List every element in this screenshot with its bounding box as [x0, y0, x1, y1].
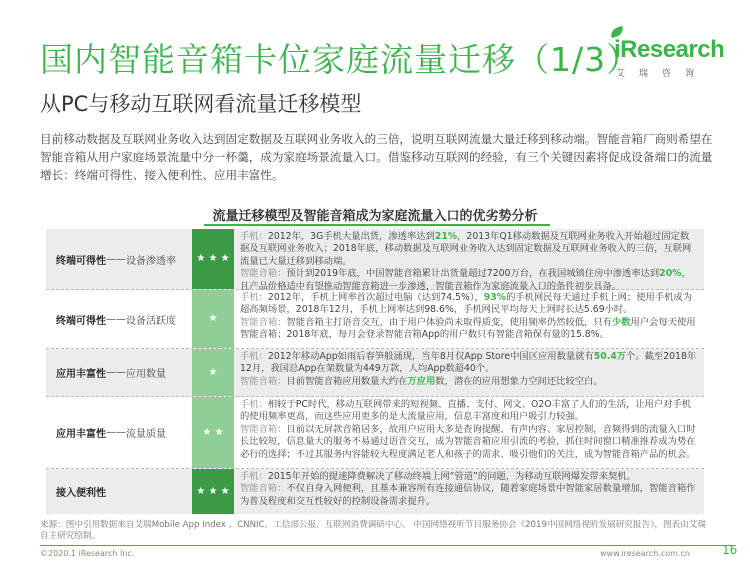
- mobile-highlight: 93%: [483, 292, 507, 303]
- mobile-text-post: 个。截至2018年12月，我国总App在架数量为449万款，人均App数超40个。: [240, 351, 697, 375]
- analysis-table: [46, 229, 704, 514]
- row-detail: [234, 229, 704, 292]
- speaker-label: 智能音箱：: [240, 375, 287, 387]
- row-label-main: 终端可得性: [56, 315, 106, 327]
- mobile-text-pre: 2015年开始的提速降费解决了移动终端上网“管道”的问题，为移动互联网爆发带来契机。: [267, 471, 636, 482]
- table-row: [46, 469, 704, 514]
- speaker-label: 智能音箱：: [240, 483, 287, 495]
- row-label-sep: ——: [106, 253, 126, 265]
- table-row: [46, 229, 704, 290]
- table-row: [46, 290, 704, 349]
- row-detail: [234, 290, 704, 348]
- page-number: 16: [722, 543, 738, 557]
- row-label-main: 应用丰富性: [56, 369, 106, 380]
- row-label-sep: ——: [106, 427, 126, 438]
- mobile-text-pre: 2012年，手机上网率首次超过电脑（达到74.5%），: [267, 292, 484, 303]
- table-title-divider: [204, 224, 550, 226]
- mobile-highlight: 21%: [434, 231, 458, 242]
- row-label-sep: ——: [106, 367, 126, 378]
- speaker-text: [240, 424, 698, 461]
- source-note: 来源：图中引用数据来自艾瑞Mobile App Index 、CNNIC、工信部公报、互联网消费调研中心、 中国网络视听节目服务协会《2019中国网络视听发展研究报告》，图表由艾瑞自主研究绘制。: [40, 520, 706, 541]
- speaker-text-post: 用户会每天使用智能音箱；2018年底，每月会登录智能音箱App的用户数只有智能音箱保有量的15.8%。: [240, 316, 696, 341]
- logo-subtitle: 艾瑞咨询: [616, 69, 709, 79]
- logo-wordmark: [614, 36, 725, 64]
- row-label-sub: 设备渗透率: [126, 255, 176, 267]
- mobile-text: [240, 231, 698, 268]
- table-title: 流量迁移模型及智能音箱成为家庭流量入口的优劣势分析: [212, 209, 538, 224]
- star-rating: ★: [192, 290, 234, 348]
- speaker-text-pre: 目前以无屏款音箱居多，故用户应用大多是查询提醒、有声内容、家居控制，音频得到的流量入口时长比较短，信息量大的服务不易通过语音交互，成为智能音箱应用引流的考验，抓住时间窗口精准推荐成为势在必行的选择；不过其服务内容能较大程度满足老人和孩子的需求、吸引他们的关注，成为智能音箱产品的机会。: [240, 423, 696, 460]
- table-row: [46, 349, 704, 397]
- mobile-text: [240, 292, 698, 317]
- speaker-text: [240, 376, 698, 388]
- row-label-main: 接入便利性: [56, 488, 106, 499]
- star-rating: ★ ★ ★: [192, 229, 234, 289]
- mobile-label: 手机：: [240, 399, 268, 410]
- speaker-highlight: 少数: [611, 316, 631, 328]
- row-detail: [234, 349, 704, 396]
- row-detail: [234, 469, 704, 514]
- row-label: [46, 397, 192, 468]
- footer-divider: [40, 545, 734, 546]
- speaker-text-pre: 预计到2019年底，中国智能音箱累计出货量超过7200万台，在我国城镇住房中渗透率达到: [286, 268, 660, 280]
- speaker-highlight: 万应用: [407, 375, 436, 387]
- mobile-text-post: ，2013年Q1移动数据及互联网业务收入开始超过固定数据及互联网业务收入；2018年底，移动数据及互联网业务收入达到固定数据及互联网业务收入的三倍，互联网流量已大量迁移到移动端。: [240, 231, 692, 267]
- page-title: 国内智能音箱卡位家庭流量迁移（1/3）: [40, 40, 641, 79]
- row-label-sep: ——: [106, 313, 126, 325]
- star-rating: ★ ★ ★: [192, 469, 234, 514]
- copyright: ©2020.1 iResearch Inc.: [40, 549, 135, 558]
- mobile-text-pre: 2012年移动App如雨后春笋般涌现，当年8月仅App Store中国区应用数量就有: [267, 351, 594, 362]
- row-detail: [234, 397, 704, 468]
- speaker-text: [240, 317, 698, 342]
- mobile-label: 手机：: [240, 292, 268, 303]
- mobile-label: 手机：: [240, 471, 268, 482]
- row-label-main: 终端可得性: [56, 255, 106, 267]
- row-label-sub: 流量质量: [126, 429, 166, 440]
- speaker-highlight: 20%: [659, 268, 682, 280]
- speaker-text-pre: 不仅自身入网便利，且基本兼容所有连接通信协议，随着家庭场景中智能家居数量增加，智能音箱作为普及程度和交互性较好的控制设备需求提升。: [240, 483, 696, 507]
- speaker-text: [240, 483, 698, 508]
- row-label: [46, 469, 192, 514]
- mobile-text: [240, 399, 698, 424]
- table-row: [46, 397, 704, 469]
- mobile-text: [240, 351, 698, 376]
- mobile-label: 手机：: [240, 231, 268, 242]
- star-rating: ★ ★: [192, 397, 234, 468]
- row-label-main: 应用丰富性: [56, 429, 106, 440]
- mobile-highlight: 50.4万: [593, 351, 627, 362]
- row-label-sub: 设备活跃度: [126, 315, 176, 327]
- mobile-text-pre: 2012年，3G手机大量出货，渗透率达到: [267, 231, 435, 242]
- logo-name: iResearch: [614, 36, 725, 63]
- row-label: [46, 290, 192, 348]
- row-label: [46, 229, 192, 289]
- speaker-text-post: ，且产品价格适中有望推动智能音箱进一步渗透，智能音箱作为家庭流量入口的条件初步具备。: [240, 268, 691, 292]
- website-link[interactable]: www.iresearch.com.cn: [600, 549, 690, 558]
- star-rating: ★: [192, 349, 234, 396]
- page-subtitle: 从PC与移动互联网看流量迁移模型: [40, 92, 362, 116]
- intro-paragraph: 目前移动数据及互联网业务收入达到固定数据及互联网业务收入的三倍，说明互联网流量大量迁移到移动端。智能音箱厂商则希望在智能音箱从用户家庭场景流量中分一杯羹，成为家庭场景流量入口。借鉴移动互联网的经验，有三个关键因素将促成设备端口的流量增长：终端可得性、接入便利性、应用丰富性。: [40, 132, 713, 182]
- row-label: [46, 349, 192, 396]
- row-label-sub: 应用数量: [126, 369, 166, 380]
- speaker-label: 智能音箱：: [240, 316, 287, 328]
- mobile-text: [240, 471, 698, 483]
- mobile-text-post: 的手机网民每天通过手机上网；使用手机成为超高频场景，2018年12月，手机上网率达到98.6%，手机网民平均每天上网时长达5.69小时。: [240, 292, 693, 316]
- mobile-text-pre: 相较于PC时代，移动互联网带来的短视频、直播、支付、网文、O2O丰富了人们的生活，让用户对手机的使用频率更高，而这些应用更多的是大流量应用，信息丰富度和用户吸引力较强。: [240, 399, 692, 423]
- mobile-label: 手机：: [240, 351, 268, 362]
- speaker-label: 智能音箱：: [240, 423, 287, 435]
- speaker-label: 智能音箱：: [240, 268, 287, 280]
- speaker-text-pre: 目前智能音箱应用数量大约在: [286, 375, 408, 387]
- speaker-text-pre: 智能音箱主打语音交互，由于用户体验尚未取得质变，使用频率仍然较低，只有: [286, 316, 612, 328]
- iresearch-logo: [614, 36, 725, 79]
- speaker-text-post: 数，潜在的应用想象力空间还比较空白。: [435, 375, 603, 387]
